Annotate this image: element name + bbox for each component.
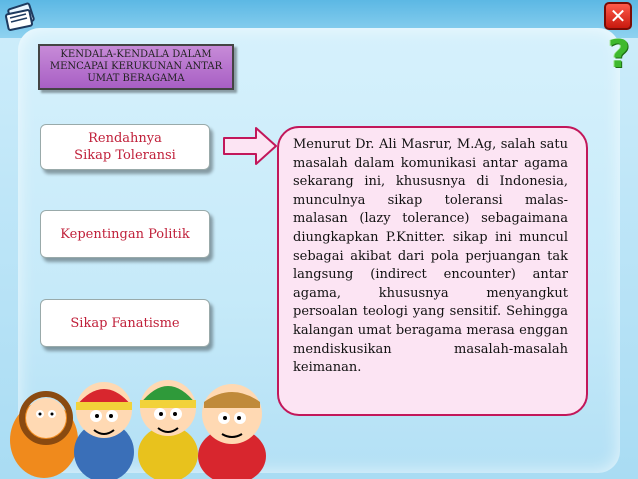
page-title-text: KENDALA-KENDALA DALAM MENCAPAI KERUKUNAN ANTAR UMAT BERAGAMA: [49, 49, 223, 84]
sidebar-item-label: Rendahnya Sikap Toleransi: [74, 131, 176, 163]
sidebar-item-fanatisme[interactable]: [40, 299, 210, 347]
content-text: Menurut Dr. Ali Masrur, M.Ag, salah satu masalah dalam komunikasi antar agama sekarang ini, khususnya di Indonesia, munculnya sikap toleransi malas-malasan (lazy tolerance) sebagaimana diungkapkan P.Knitter. sikap ini muncul sebagai akibat dari pola perjuangan tak langsung (indirect encounter) antar agama, khususnya menyangkut persoalan teologi yang sensitif. Sehingga kalangan umat beragama merasa enggan mendiskusikan masalah-masalah keimanan.: [293, 137, 568, 376]
sidebar-item-label: Kepentingan Politik: [60, 226, 190, 242]
arrow-right-icon: [222, 126, 278, 166]
sidebar-item-politik[interactable]: [40, 210, 210, 258]
sidebar-item-toleransi[interactable]: [40, 124, 210, 170]
cartoon-kids-illustration: [6, 362, 274, 479]
page-title: [38, 44, 234, 90]
close-button[interactable]: ✕: [604, 2, 632, 30]
help-icon[interactable]: ?: [607, 32, 631, 76]
sidebar-item-label: Sikap Fanatisme: [70, 315, 180, 331]
book-icon[interactable]: [4, 2, 38, 32]
